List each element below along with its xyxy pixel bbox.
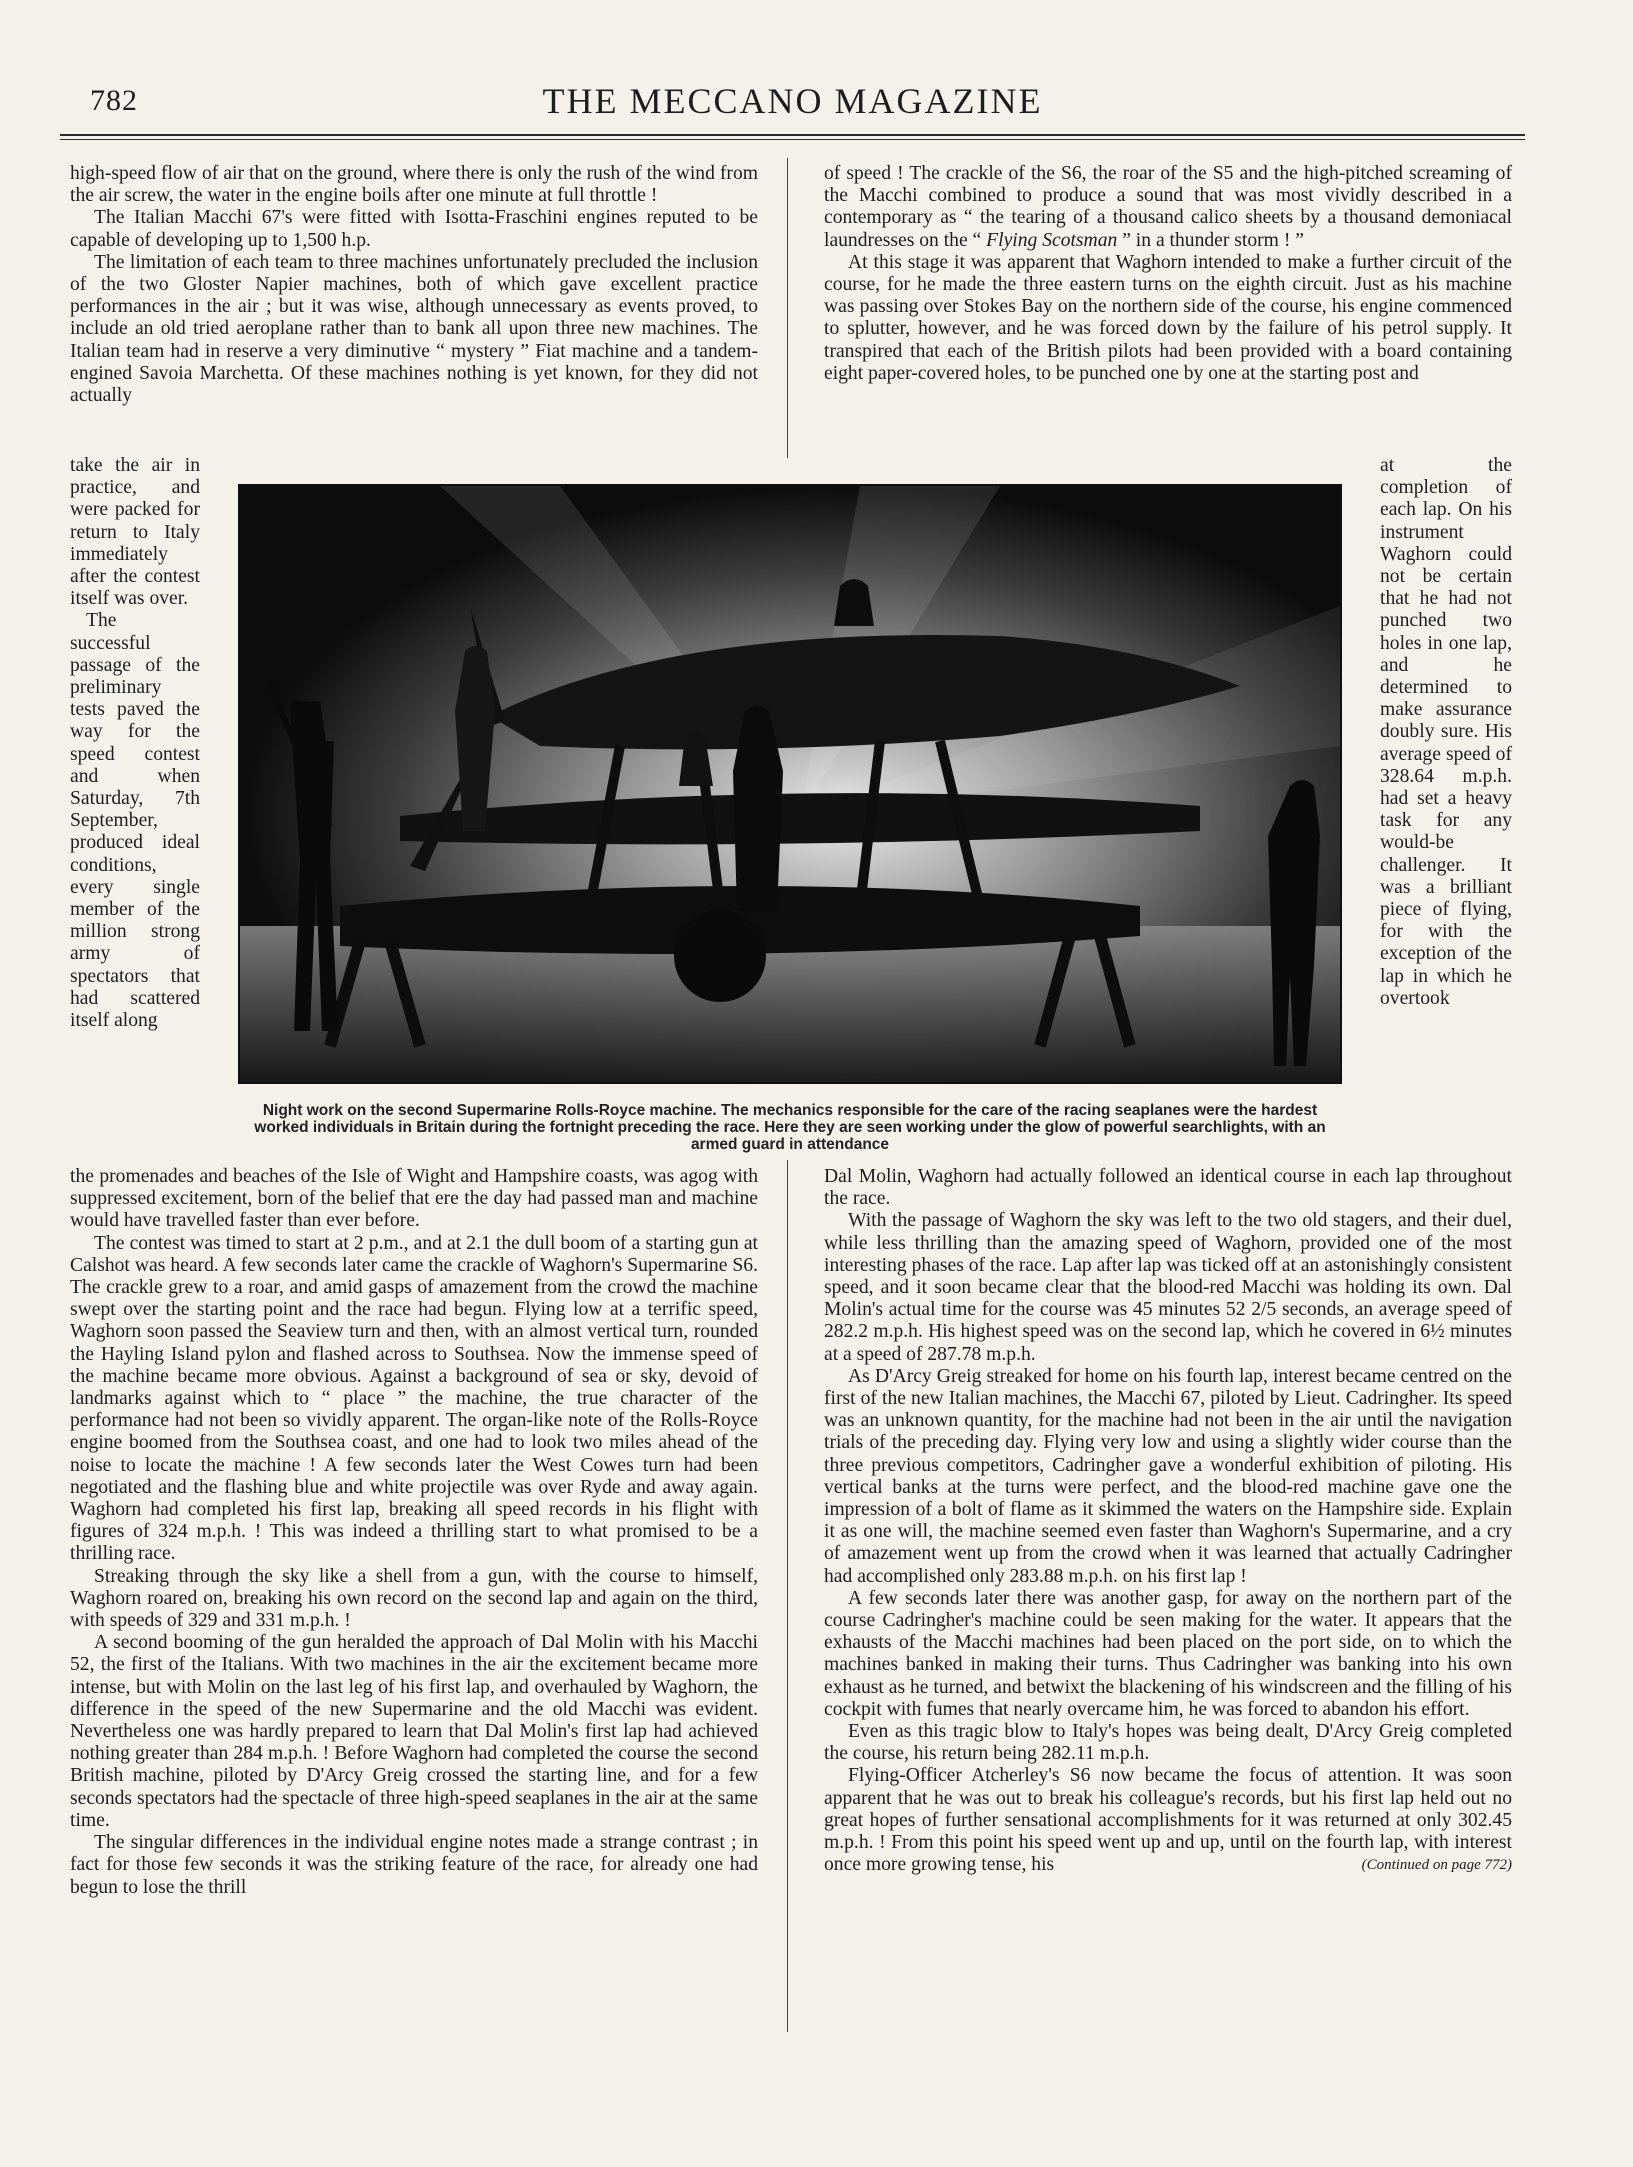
paragraph: Flying-Officer Atcherley's S6 now became the focus of attention. It was soon apparent that he was out to break his colleague's records, but his first lap held out no great hopes of further sensational accomplishments for it was returned at only 302.45 m.p.h. ! From this point his speed went up and up, until on the fourth lap, with interest once more growing tense, his (Continued on page 772)	[824, 1765, 1512, 1876]
column-divider-bottom	[787, 1160, 788, 2032]
paragraph: Even as this tragic blow to Italy's hopes was being dealt, D'Arcy Greig completed the course, his return being 282.11 m.p.h.	[824, 1721, 1512, 1765]
seaplane-photo	[238, 484, 1342, 1084]
right-wrap-text	[1380, 455, 1512, 1010]
left-wrap-text	[70, 455, 200, 1032]
magazine-title: THE MECCANO MAGAZINE	[542, 81, 1043, 121]
paragraph: high-speed flow of air that on the ground, where there is only the rush of the wind from the air screw, the water in the engine boils after one minute at full throttle !	[70, 163, 758, 207]
header-rule	[60, 134, 1525, 136]
paragraph: at the completion of each lap. On his instrument Waghorn could not be certain that he had not punched two holes in one lap, and he determined to make assurance doubly sure. His average speed of 328.64 m.p.h. had set a heavy task for any would-be challenger. It was a brilliant piece of flying, for with the exception of the lap in which he overtook	[1380, 455, 1512, 1009]
paragraph: At this stage it was apparent that Waghorn intended to make a further circuit of the course, for he made the three eastern turns on the eighth circuit. Just as his machine was passing over Stokes Bay on the northern side of the course, his engine commenced to splutter, however, and he was forced down by the failure of his petrol supply. It transpired that each of the British pilots had been provided with a board containing eight paper-covered holes, to be punched one by one at the starting post and	[824, 251, 1512, 384]
page-header	[60, 81, 1525, 132]
paragraph: of speed ! The crackle of the S6, the roar of the S5 and the high-pitched screaming of the Macchi combined to produce a sound that was most vividly described in a contemporary as “ the tearing of a thousand calico sheets by a thousand demoniacal laundresses on the “ Flying Scotsman ” in a thunder storm ! ”	[824, 163, 1512, 251]
paragraph: The Italian Macchi 67's were fitted with Isotta-Fraschini engines reputed to be capable of developing up to 1,500 h.p.	[70, 207, 758, 251]
left-column-top	[70, 163, 758, 407]
paragraph: The contest was timed to start at 2 p.m., and at 2.1 the dull boom of a starting gun at Calshot was heard. A few seconds later came the crackle of Waghorn's Supermarine S6. The crackle grew to a roar, and amid gasps of amazement from the crowd the machine swept over the starting point and the race had begun. Flying low at a terrific speed, Waghorn soon passed the Seaview turn and then, with an almost vertical turn, rounded the Hayling Island pylon and flashed across to Southsea. Now the immense speed of the machine became more obvious. Against a background of sea or sky, devoid of landmarks against which to “ place ” the machine, the true character of the performance had not been so vividly apparent. The organ-like note of the Rolls-Royce engine boomed from the Southsea coast, and one had to look two miles ahead of the noise to locate the machine ! A few seconds later the West Cowes turn had been negotiated and the flashing blue and white projectile was over Ryde and away again. Waghorn had completed his first lap, breaking all speed records in his flight with figures of 324 m.p.h. ! This was indeed a thrilling start to what promised to be a thrilling race.	[70, 1232, 758, 1565]
paragraph: The limitation of each team to three machines unfortunately precluded the inclusion of the two Gloster Napier machines, both of which gave excellent practice performances in the air ; but it was wise, although unnecessary as events proved, to include an old tried aeroplane rather than to bank all upon three new machines. The Italian team had in reserve a very diminutive “ mystery ” Fiat machine and a tandem-engined Savoia Marchetta. Of these machines nothing is yet known, for they did not actually	[70, 251, 758, 407]
train-name: Flying Scotsman	[986, 229, 1118, 251]
right-column-bottom	[824, 1166, 1512, 1877]
paragraph: The successful passage of the preliminary tests paved the way for the speed contest and when Saturday, 7th September, produced ideal conditions, every single member of the million strong army of spectators that had scattered itself along	[70, 610, 200, 1032]
column-divider-top	[787, 158, 788, 458]
paragraph: take the air in practice, and were packed for return to Italy immediately after the contest itself was over.	[70, 455, 200, 610]
paragraph: A few seconds later there was another gasp, for away on the northern part of the course Cadringher's machine could be seen making for the water. It appears that the exhausts of the Macchi machines had been placed on the port side, on to which the machines banked in making their turns. Thus Cadringher was banking into his own exhaust as he turned, and betwixt the blackening of his windscreen and the filling of his cockpit with fumes that nearly overcame him, he was forced to abandon his effort.	[824, 1587, 1512, 1720]
seaplane-silhouette-image	[240, 486, 1340, 1082]
paragraph: As D'Arcy Greig streaked for home on his fourth lap, interest became centred on the first of the new Italian machines, the Macchi 67, piloted by Lieut. Cadringher. Its speed was an unknown quantity, for the machine had not been in the air until the navigation trials of the preceding day. Flying very low and using a slightly wider course than the three previous competitors, Cadringher gave a wonderful exhibition of piloting. His vertical banks at the turns were perfect, and the blood-red machine gave one the impression of a bolt of flame as it skimmed the waters on the Hampshire side. Explain it as one will, the machine seemed even faster than Waghorn's Supermarine, and a cry of amazement went up from the crowd when it was learned that actually Cadringher had accomplished only 283.88 m.p.h. on his first lap !	[824, 1365, 1512, 1587]
photo-caption: Night work on the second Supermarine Rolls-Royce machine. The mechanics responsible for the care of the racing seaplanes were the hardest worked individuals in Britain during the fortnight preceding the race. Here they are seen working under the glow of powerful searchlights, with an armed guard in attendance	[254, 1102, 1326, 1153]
right-column-top	[824, 163, 1512, 385]
left-column-bottom	[70, 1166, 758, 1899]
page-number: 782	[90, 84, 138, 117]
paragraph: Dal Molin, Waghorn had actually followed an identical course in each lap throughout the race.	[824, 1166, 1512, 1210]
header-rule-thin	[60, 139, 1525, 140]
paragraph: Streaking through the sky like a shell from a gun, with the course to himself, Waghorn roared on, breaking his own record on the second lap and again on the third, with speeds of 329 and 331 m.p.h. !	[70, 1565, 758, 1632]
paragraph: the promenades and beaches of the Isle of Wight and Hampshire coasts, was agog with suppressed excitement, born of the belief that ere the day had passed man and machine would have travelled faster than ever before.	[70, 1166, 758, 1232]
continued-note: (Continued on page 772)	[1361, 1857, 1512, 1874]
paragraph: With the passage of Waghorn the sky was left to the two old stagers, and their duel, while less thrilling than the amazing speed of Waghorn, provided one of the most interesting phases of the race. Lap after lap was ticked off at an astonishingly consistent speed, and it soon became clear that the blood-red Macchi was holding its own. Dal Molin's actual time for the course was 45 minutes 52 2/5 seconds, an average speed of 282.2 m.p.h. His highest speed was on the second lap, which he covered in 6½ minutes at a speed of 287.78 m.p.h.	[824, 1210, 1512, 1365]
paragraph: A second booming of the gun heralded the approach of Dal Molin with his Macchi 52, the first of the Italians. With two machines in the air the excitement became more intense, but with Molin on the last leg of his first lap, and overhauled by Waghorn, the difference in the speed of the new Supermarine and the old Macchi was evident. Nevertheless one was hardly prepared to learn that Dal Molin's first lap had achieved nothing greater than 284 m.p.h. ! Before Waghorn had completed the course the second British machine, piloted by D'Arcy Greig crossed the starting line, and for a few seconds spectators had the spectacle of three high-speed seaplanes in the air at the same time.	[70, 1632, 758, 1831]
paragraph: The singular differences in the individual engine notes made a strange contrast ; in fact for those few seconds it was the striking feature of the race, for already one had begun to lose the thrill	[70, 1832, 758, 1898]
